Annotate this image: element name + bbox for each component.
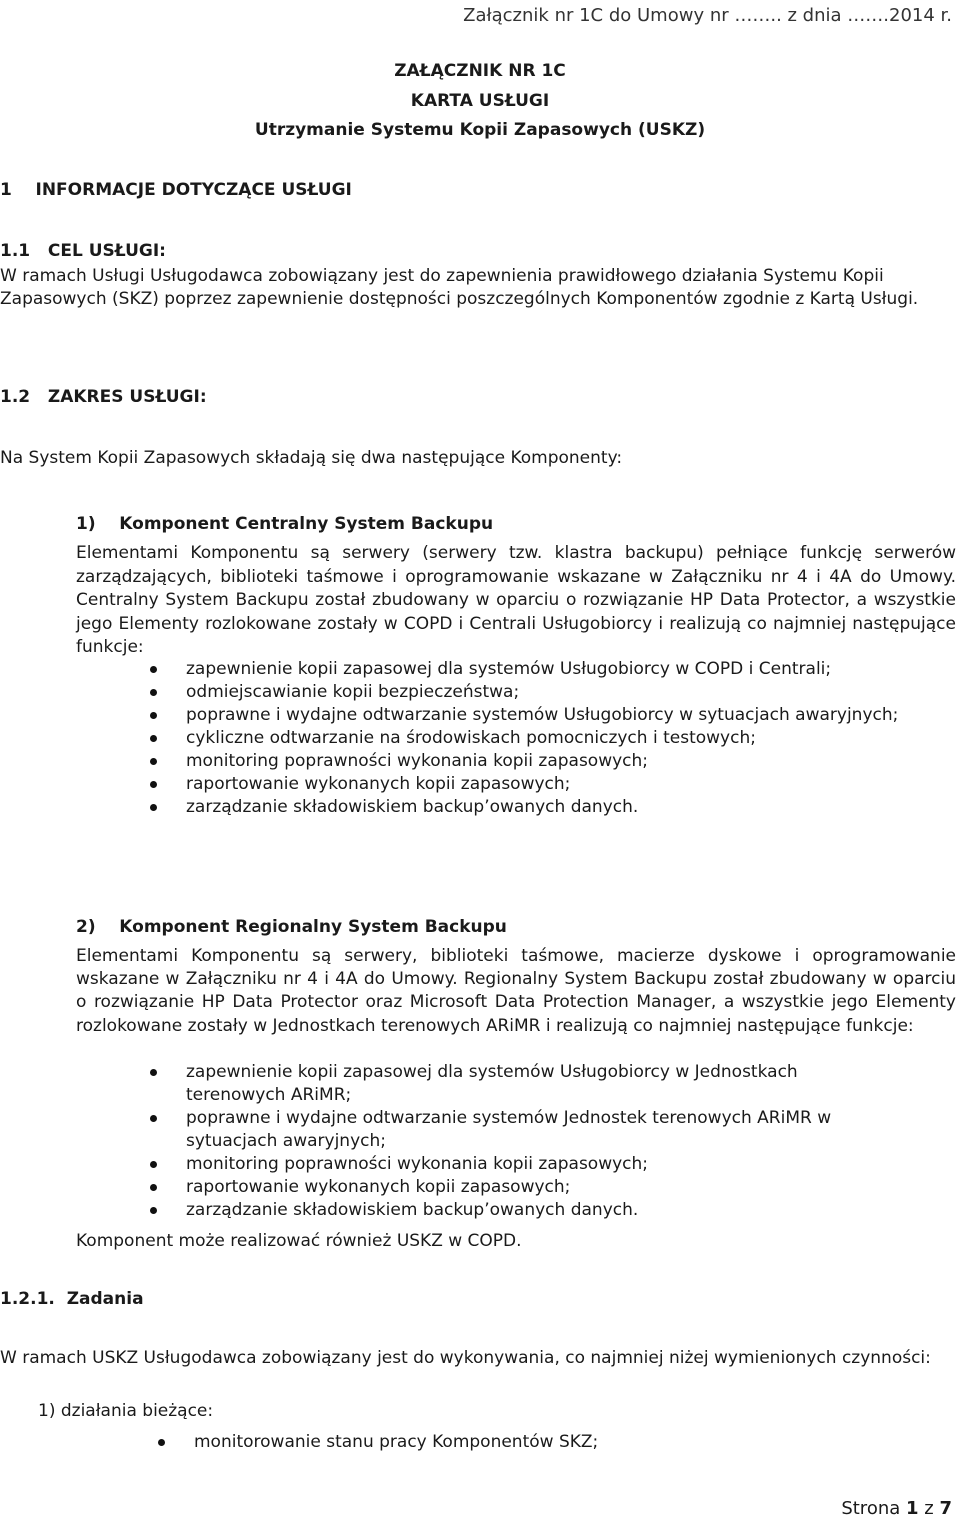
section-1-2-intro: Na System Kopii Zapasowych składają się dwa następujące Komponenty: (0, 448, 623, 468)
list-item: raportowanie wykonanych kopii zapasowych; (186, 1176, 886, 1199)
section-1-2-1-heading: 1.2.1. Zadania (0, 1289, 144, 1309)
list-item: zarządzanie składowiskiem backup’owanych danych. (186, 796, 906, 819)
component-2-list (186, 1061, 886, 1222)
component-1-text: Elementami Komponentu są serwery (serwery tzw. klastra backupu) pełniące funkcję serwerów zarządzających, biblioteki taśmowe i oprogramowanie wskazane w Załączniku nr 4 i 4A do Umowy. Centralny System Backupu został zbudowany w oparciu o rozwiązanie HP Data Protector, a wszystkie jego Elementy rozlokowane zostały w COPD i Centrali Usługobiorcy i realizują co najmniej następujące funkcje: (76, 543, 956, 657)
list-item: zapewnienie kopii zapasowej dla systemów Usługobiorcy w Jednostkach terenowych ARiMR; (186, 1061, 886, 1107)
list-item: zapewnienie kopii zapasowej dla systemów Usługobiorcy w COPD i Centrali; (186, 658, 906, 681)
doc-title-2: KARTA USŁUGI (410, 91, 550, 111)
section-1-heading: 1 INFORMACJE DOTYCZĄCE USŁUGI (0, 180, 352, 200)
doc-title-3: Utrzymanie Systemu Kopii Zapasowych (USKZ) (254, 120, 706, 140)
section-1-1-text: W ramach Usługi Usługodawca zobowiązany jest do zapewnienia prawidłowego działania Systemu Kopii Zapasowych (SKZ) poprzez zapewnienie dostępności poszczególnych Komponentów zgodnie z Kartą Usługi. (0, 266, 919, 309)
list-item: monitorowanie stanu pracy Komponentów SKZ; (194, 1431, 894, 1454)
list-item: monitoring poprawności wykonania kopii zapasowych; (186, 1153, 886, 1176)
section-1-2-1-list (194, 1431, 894, 1454)
component-1-heading: 1) Komponent Centralny System Backupu (76, 514, 494, 534)
section-1-2-1-text: W ramach USKZ Usługodawca zobowiązany jest do wykonywania, co najmniej niżej wymienionych czynności: (0, 1348, 931, 1368)
list-item: poprawne i wydajne odtwarzanie systemów Usługobiorcy w sytuacjach awaryjnych; (186, 704, 906, 727)
list-item: cykliczne odtwarzanie na środowiskach pomocniczych i testowych; (186, 727, 906, 750)
section-1-2-heading: 1.2 ZAKRES USŁUGI: (0, 387, 207, 407)
list-item: monitoring poprawności wykonania kopii zapasowych; (186, 750, 906, 773)
list-item: poprawne i wydajne odtwarzanie systemów Jednostek terenowych ARiMR w sytuacjach awaryjnych; (186, 1107, 886, 1153)
page-number: Strona 1 z 7 (841, 1498, 952, 1519)
component-2-heading: 2) Komponent Regionalny System Backupu (76, 917, 507, 937)
list-item: zarządzanie składowiskiem backup’owanych danych. (186, 1199, 886, 1222)
component-2-text: Elementami Komponentu są serwery, biblioteki taśmowe, macierze dyskowe i oprogramowanie wskazane w Załączniku nr 4 i 4A do Umowy. Regionalny System Backupu został zbudowany w oparciu o rozwiązanie HP Data Protector oraz Microsoft Data Protection Manager, a wszystkie jego Elementy rozlokowane zostały w Jednostkach terenowych ARiMR i realizują co najmniej następujące funkcje: (76, 946, 956, 1036)
doc-title-1: ZAŁĄCZNIK NR 1C (394, 61, 566, 81)
section-1-2-1-sub: 1) działania bieżące: (38, 1401, 214, 1421)
component-2-closing: Komponent może realizować również USKZ w COPD. (76, 1231, 522, 1251)
annex-header: Załącznik nr 1C do Umowy nr …….. z dnia …….2014 r. (463, 5, 952, 26)
list-item: raportowanie wykonanych kopii zapasowych; (186, 773, 906, 796)
section-1-1-heading: 1.1 CEL USŁUGI: (0, 241, 166, 261)
component-1-list (186, 658, 906, 819)
list-item: odmiejscawianie kopii bezpieczeństwa; (186, 681, 906, 704)
